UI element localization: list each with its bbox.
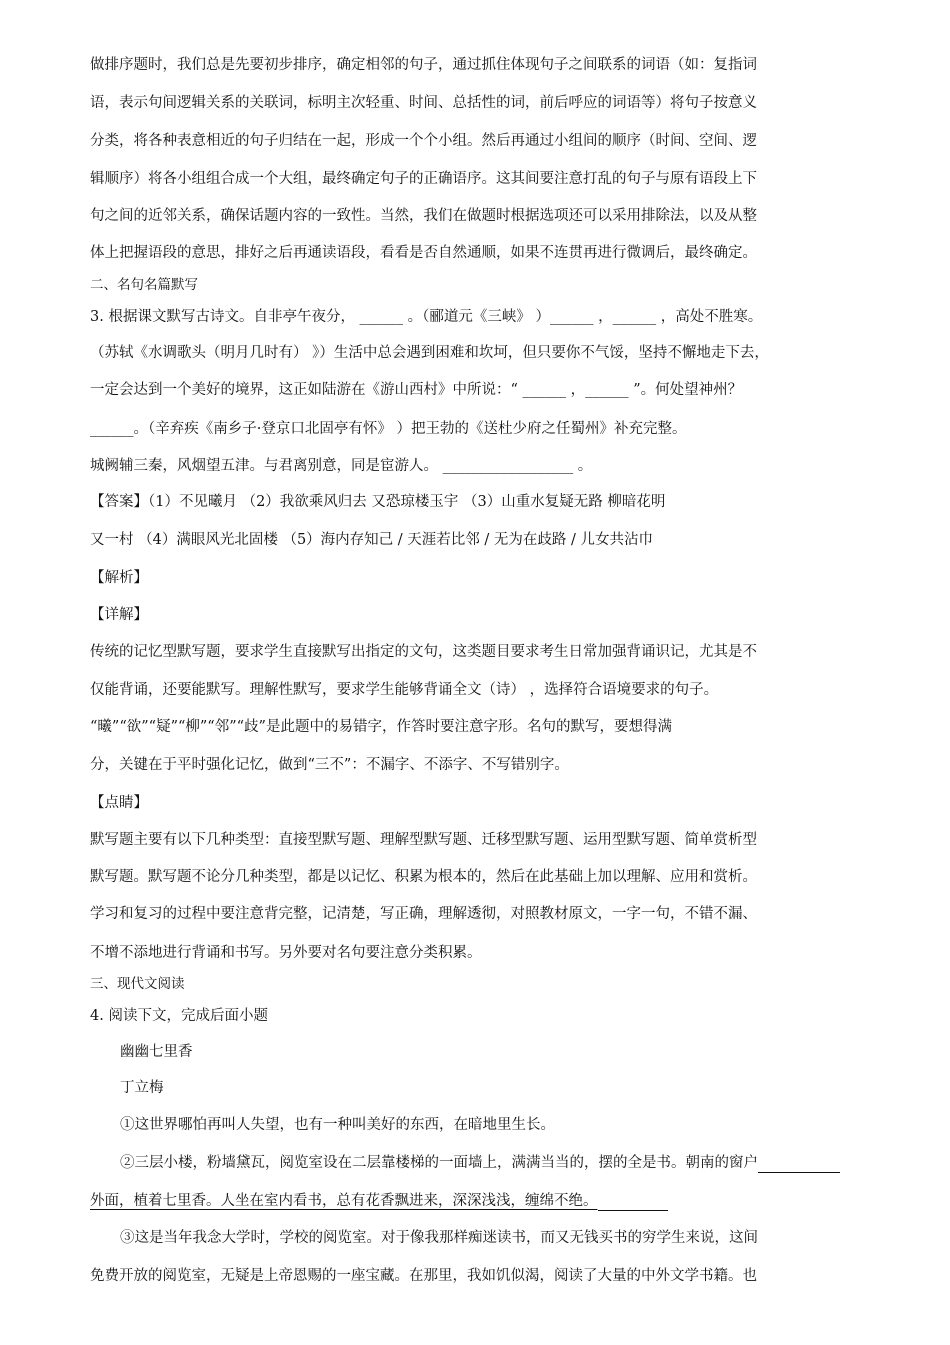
analysis-label: 【解析】 [90, 570, 148, 586]
underline-blank [758, 1156, 840, 1173]
article-paragraph-1: ①这世界哪怕再叫人失望，也有一种叫美好的东西，在暗地里生长。 [120, 1117, 555, 1133]
intro-line-5: 句之间的近邻关系，确保话题内容的一致性。当然，我们在做题时根据选项还可以采用排除法，以及从整 [90, 208, 757, 224]
article-paragraph-2-underlined-text: 外面，植着七里香。人坐在室内看书，总有花香飘进来，深深浅浅，缠绵不绝。 [90, 1193, 598, 1209]
article-paragraph-2-text-a: ②三层小楼，粉墙黛瓦，阅览室设在二层靠楼梯的一面墙上，满满当当的，摆的全是书。朝南的窗户 [120, 1155, 758, 1171]
detail-line-1: 传统的记忆型默写题，要求学生直接默写出指定的文句，这类题目要求考生日常加强背诵识记，尤其是不 [90, 644, 757, 660]
section2-title: 二、名句名篇默写 [90, 277, 198, 293]
article-paragraph-2-line-2 [90, 1191, 668, 1211]
article-paragraph-3-line-1: ③这是当年我念大学时，学校的阅览室。对于像我那样痴迷读书，而又无钱买书的穷学生来说，这间 [120, 1230, 758, 1246]
article-paragraph-2-line-1 [120, 1153, 840, 1173]
question3-line-2: （苏轼《水调歌头（明月几时有） 》）生活中总会遇到困难和坎坷，但只要你不气馁，坚持不懈地走下去， [90, 345, 769, 361]
answer-line-1: 【答案】（1）不见曦月 （2）我欲乘风归去 又恐琼楼玉宇 （3）山重水复疑无路 柳暗花明 [90, 494, 666, 510]
tips-line-3: 学习和复习的过程中要注意背完整，记清楚，写正确，理解透彻，对照教材原文，一字一句，不错不漏、 [90, 906, 757, 922]
intro-line-1: 做排序题时，我们总是先要初步排序，确定相邻的句子，通过抓住体现句子之间联系的词语（如：复指词 [90, 57, 757, 73]
tips-label: 【点睛】 [90, 795, 148, 811]
intro-line-6: 体上把握语段的意思，排好之后再通读语段，看看是否自然通顺，如果不连贯再进行微调后，最终确定。 [90, 245, 757, 261]
question3-line-3: 一定会达到一个美好的境界，这正如陆游在《游山西村》中所说：“ ______ ，______ ”。何处望神州？ [90, 382, 743, 398]
question3-line-4: ______。（辛弃疾《南乡子·登京口北固亭有怀》 ）把王勃的《送杜少府之任蜀州》补充完整。 [90, 421, 687, 437]
tips-line-1: 默写题主要有以下几种类型：直接型默写题、理解型默写题、迁移型默写题、运用型默写题、简单赏析型 [90, 832, 757, 848]
detail-line-4: 分，关键在于平时强化记忆，做到“三不”：不漏字、不添字、不写错别字。 [90, 757, 569, 773]
section3-title: 三、现代文阅读 [90, 976, 185, 992]
intro-line-4: 辑顺序）将各小组组合成一个大组，最终确定句子的正确语序。这其间要注意打乱的句子与原有语段上下 [90, 171, 757, 187]
underline-blank [598, 1194, 668, 1211]
tips-line-2: 默写题。默写题不论分几种类型，都是以记忆、积累为根本的，然后在此基础上加以理解、应用和赏析。 [90, 869, 757, 885]
question3-line-1: 3. 根据课文默写古诗文。自非亭午夜分， ______ 。（郦道元《三峡》 ）______ ，______ ，高处不胜寒。 [90, 309, 763, 325]
detail-line-3: “曦”“欲”“疑”“柳”“邻”“歧”是此题中的易错字，作答时要注意字形。名句的默写，要想得满 [90, 719, 672, 735]
intro-line-3: 分类，将各种表意相近的句子归结在一起，形成一个个小组。然后再通过小组间的顺序（时间、空间、逻 [90, 133, 757, 149]
answer-line-2: 又一村 （4）满眼风光北固楼 （5）海内存知己 / 天涯若比邻 / 无为在歧路 / 儿女共沾巾 [90, 532, 653, 548]
article-author: 丁立梅 [120, 1080, 164, 1096]
question4-prompt: 4. 阅读下文，完成后面小题 [90, 1008, 268, 1024]
detail-line-2: 仅能背诵，还要能默写。理解性默写，要求学生能够背诵全文（诗） ，选择符合语境要求的句子。 [90, 682, 719, 698]
intro-line-2: 语，表示句间逻辑关系的关联词，标明主次轻重、时间、总括性的词，前后呼应的词语等）将句子按意义 [90, 95, 757, 111]
tips-line-4: 不增不添地进行背诵和书写。另外要对名句要注意分类积累。 [90, 945, 482, 961]
article-paragraph-3-line-2: 免费开放的阅览室，无疑是上帝恩赐的一座宝藏。在那里，我如饥似渴，阅读了大量的中外文学书籍。也 [90, 1268, 757, 1284]
article-title: 幽幽七里香 [120, 1044, 193, 1060]
question3-line-5: 城阙辅三秦，风烟望五津。与君离别意，同是宦游人。 __________________ 。 [90, 458, 593, 474]
detail-label: 【详解】 [90, 607, 148, 623]
